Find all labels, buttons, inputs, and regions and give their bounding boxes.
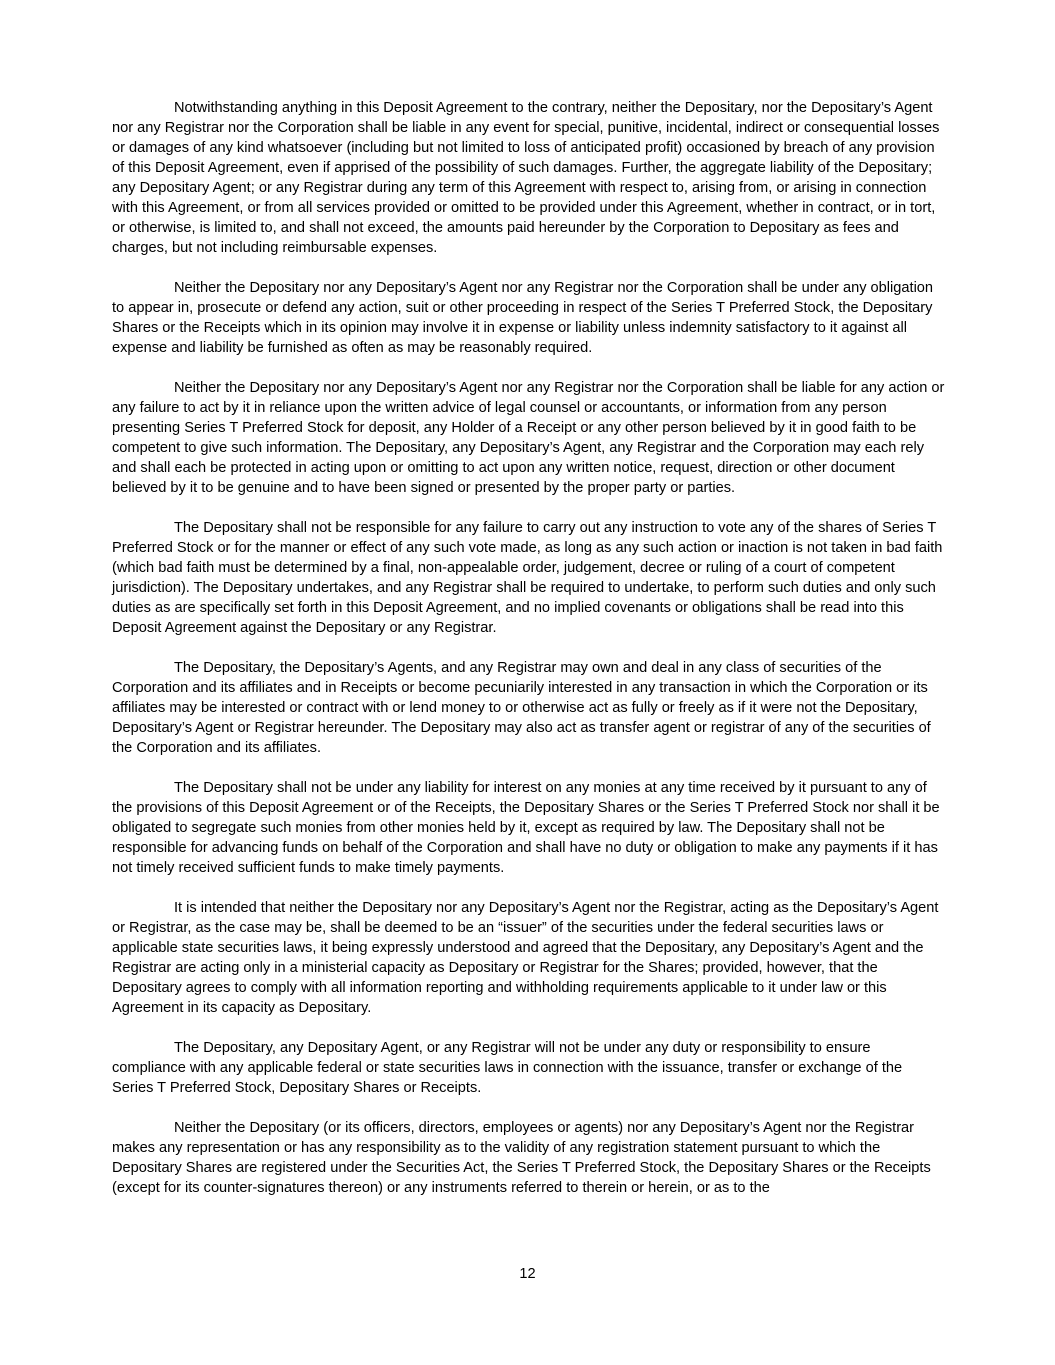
paragraph-limitation-of-liability: Notwithstanding anything in this Deposit Agreement to the contrary, neither the Depositary, nor the Depositary’s Agent nor any Registrar nor the Corporation shall be liable in any event for special, punitive, incidental, indirect or consequential losses or damages of any kind whatsoever (including but not limited to loss of anticipated profit) occasioned by breach of any provision of this Deposit Agreement, even if apprised of the possibility of such damages. Further, the aggregate liability of the Depositary; any Depositary Agent; or any Registrar during any term of this Agreement with respect to, arising from, or arising in connection with this Agreement, or from all services provided or omitted to be provided under this Agreement, whether in contract, or in tort, or otherwise, is limited to, and shall not exceed, the amounts paid hereunder by the Corporation to Depositary as fees and charges, but not including reimbursable expenses. bbox=[112, 100, 940, 256]
paragraph-securities-law-compliance: The Depositary, any Depositary Agent, or any Registrar will not be under any duty or responsibility to ensure compliance with any applicable federal or state securities laws in connection with the issuance, transfer or exchange of the Series T Preferred Stock, Depositary Shares or Receipts. bbox=[112, 1040, 903, 1096]
paragraph-voting-instructions: The Depositary shall not be responsible for any failure to carry out any instruction to vote any of the shares of Series T Preferred Stock or for the manner or effect of any such vote made, as long as any such action or inaction is not taken in bad faith (which bad faith must be determined by a final, non-appealable order, judgement, decree or ruling of a court of competent jurisdiction). The Depositary undertakes, and any Registrar shall be required to undertake, to perform such duties and only such duties as are specifically set forth in this Deposit Agreement, and no implied covenants or obligations shall be read into this Deposit Agreement against the Depositary or any Registrar. bbox=[112, 520, 943, 636]
paragraph-no-representation: Neither the Depositary (or its officers, directors, employees or agents) nor any Depositary’s Agent nor the Registrar makes any representation or has any responsibility as to the validity of any registration statement pursuant to which the Depositary Shares are registered under the Securities Act, the Series T Preferred Stock, the Depositary Shares or the Receipts (except for its counter-signatures thereon) or any instruments referred to therein or herein, or as to the bbox=[112, 1120, 931, 1196]
page-number: 12 bbox=[519, 1266, 536, 1282]
document-body bbox=[112, 98, 945, 1218]
paragraph-ownership-of-securities: The Depositary, the Depositary’s Agents, and any Registrar may own and deal in any class of securities of the Corporation and its affiliates and in Receipts or become pecuniarily interested in any transaction in which the Corporation or its affiliates may be interested or contract with or lend money to or otherwise act as fully or freely as if it were not the Depositary, Depositary’s Agent or Registrar hereunder. The Depositary may also act as transfer agent or registrar of any of the securities of the Corporation and its affiliates. bbox=[112, 660, 931, 756]
paragraph-reliance-on-advice: Neither the Depositary nor any Depositary’s Agent nor any Registrar nor the Corporation shall be liable for any action or any failure to act by it in reliance upon the written advice of legal counsel or accountants, or information from any person presenting Series T Preferred Stock for deposit, any Holder of a Receipt or any other person believed by it in good faith to be competent to give such information. The Depositary, any Depositary’s Agent, any Registrar and the Corporation may each rely and shall each be protected in acting upon or omitting to act upon any written notice, request, direction or other document believed by it to be genuine and to have been signed or presented by the proper party or parties. bbox=[112, 380, 945, 496]
paragraph-no-obligation-to-appear: Neither the Depositary nor any Depositary’s Agent nor any Registrar nor the Corporation shall be under any obligation to appear in, prosecute or defend any action, suit or other proceeding in respect of the Series T Preferred Stock, the Depositary Shares or the Receipts which in its opinion may involve it in expense or liability unless indemnity satisfactory to it against all expense and liability be furnished as often as may be reasonably required. bbox=[112, 280, 934, 356]
paragraph-interest-on-monies: The Depositary shall not be under any liability for interest on any monies at any time received by it pursuant to any of the provisions of this Deposit Agreement or of the Receipts, the Depositary Shares or the Series T Preferred Stock nor shall it be obligated to segregate such monies from other monies held by it, except as required by law. The Depositary shall not be responsible for advancing funds on behalf of the Corporation and shall have no duty or obligation to make any payments if it has not timely received sufficient funds to make timely payments. bbox=[112, 780, 940, 876]
paragraph-not-an-issuer: It is intended that neither the Depositary nor any Depositary’s Agent nor the Registrar, acting as the Depositary’s Agent or Registrar, as the case may be, shall be deemed to be an “issuer” of the securities under the federal securities laws or applicable state securities laws, it being expressly understood and agreed that the Depositary, any Depositary’s Agent and the Registrar are acting only in a ministerial capacity as Depositary or Registrar for the Shares; provided, however, that the Depositary agrees to comply with all information reporting and withholding requirements applicable to it under law or this Agreement in its capacity as Depositary. bbox=[112, 900, 939, 1016]
